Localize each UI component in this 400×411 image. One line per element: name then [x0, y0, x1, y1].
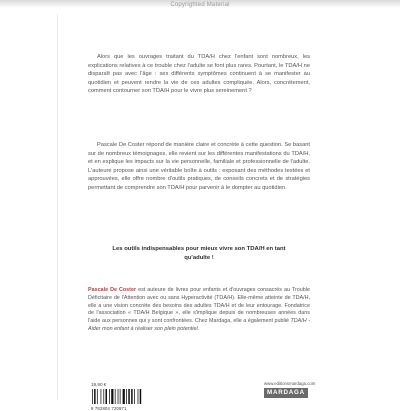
bio-text: est auteure de livres pour enfants et d'ouvrages consacrés au Trouble Déficitaire de l'Attention avec ou sans Hyperactivité (TDA/H). Elle-même atteinte de TDA/H, elle a une vision concrète des besoins des adultes TDA/H et de leur entourage. Fondatrice de l'association « TDA/H Belgique », elle s'implique depuis de nombreuses années dans l'aide aux personnes qui y sont confrontées. Chez Mardaga, elle a également publié: [88, 287, 310, 325]
description-paragraph: [88, 141, 310, 192]
barcode: [91, 389, 147, 404]
price: 19,90 €: [91, 382, 107, 387]
cover-page: [58, 14, 348, 411]
book-title: TDA/H - Aider mon enfant à réaliser son plein potentiel.: [88, 318, 311, 332]
author-bio: [88, 287, 310, 334]
isbn: 9 782804 720971: [91, 406, 127, 411]
intro-text: Alors que les ouvrages traitant du TDA/H chez l'enfant sont nombreux, les explications relatives à ce trouble chez l'adulte se font plus rares. Pourtant, le TDA/H ne disparaît pas avec l'âge : ses différents symptômes continuent à se manifester au quotidien et peuvent rendre la vie de ces adultes compliquée. Alors, concrètement, comment contourner son TDA/H pour le vivre plus sereinement ?: [88, 54, 310, 95]
publisher-logo: MARDAGA: [264, 388, 308, 398]
author-name: Pascale De Coster: [88, 287, 137, 293]
watermark: Copyrighted Material: [170, 2, 230, 8]
intro-paragraph: [88, 53, 310, 96]
tagline: Les outils indispensables pour mieux vivre son TDA/H en tant qu'adulte !: [112, 246, 286, 261]
description-text: Pascale De Coster répond de manière claire et concrète à cette question. Se basant sur de nombreux témoignages, elle revient sur les différentes manifestations du TDA/H, et en explique les impacts sur la vie personnelle, familiale et professionnelle de l'adulte. L'auteure propose ainsi une véritable boîte à outils : exposant des méthodes testées et approuvées, elle offre nombre d'outils pratiques, de conseils concrets et de stratégies permettant de comprendre son TDA/H pour parvenir à le dompter au quotidien.: [88, 142, 310, 191]
publisher-website: www.editionsmardaga.com: [264, 381, 316, 386]
